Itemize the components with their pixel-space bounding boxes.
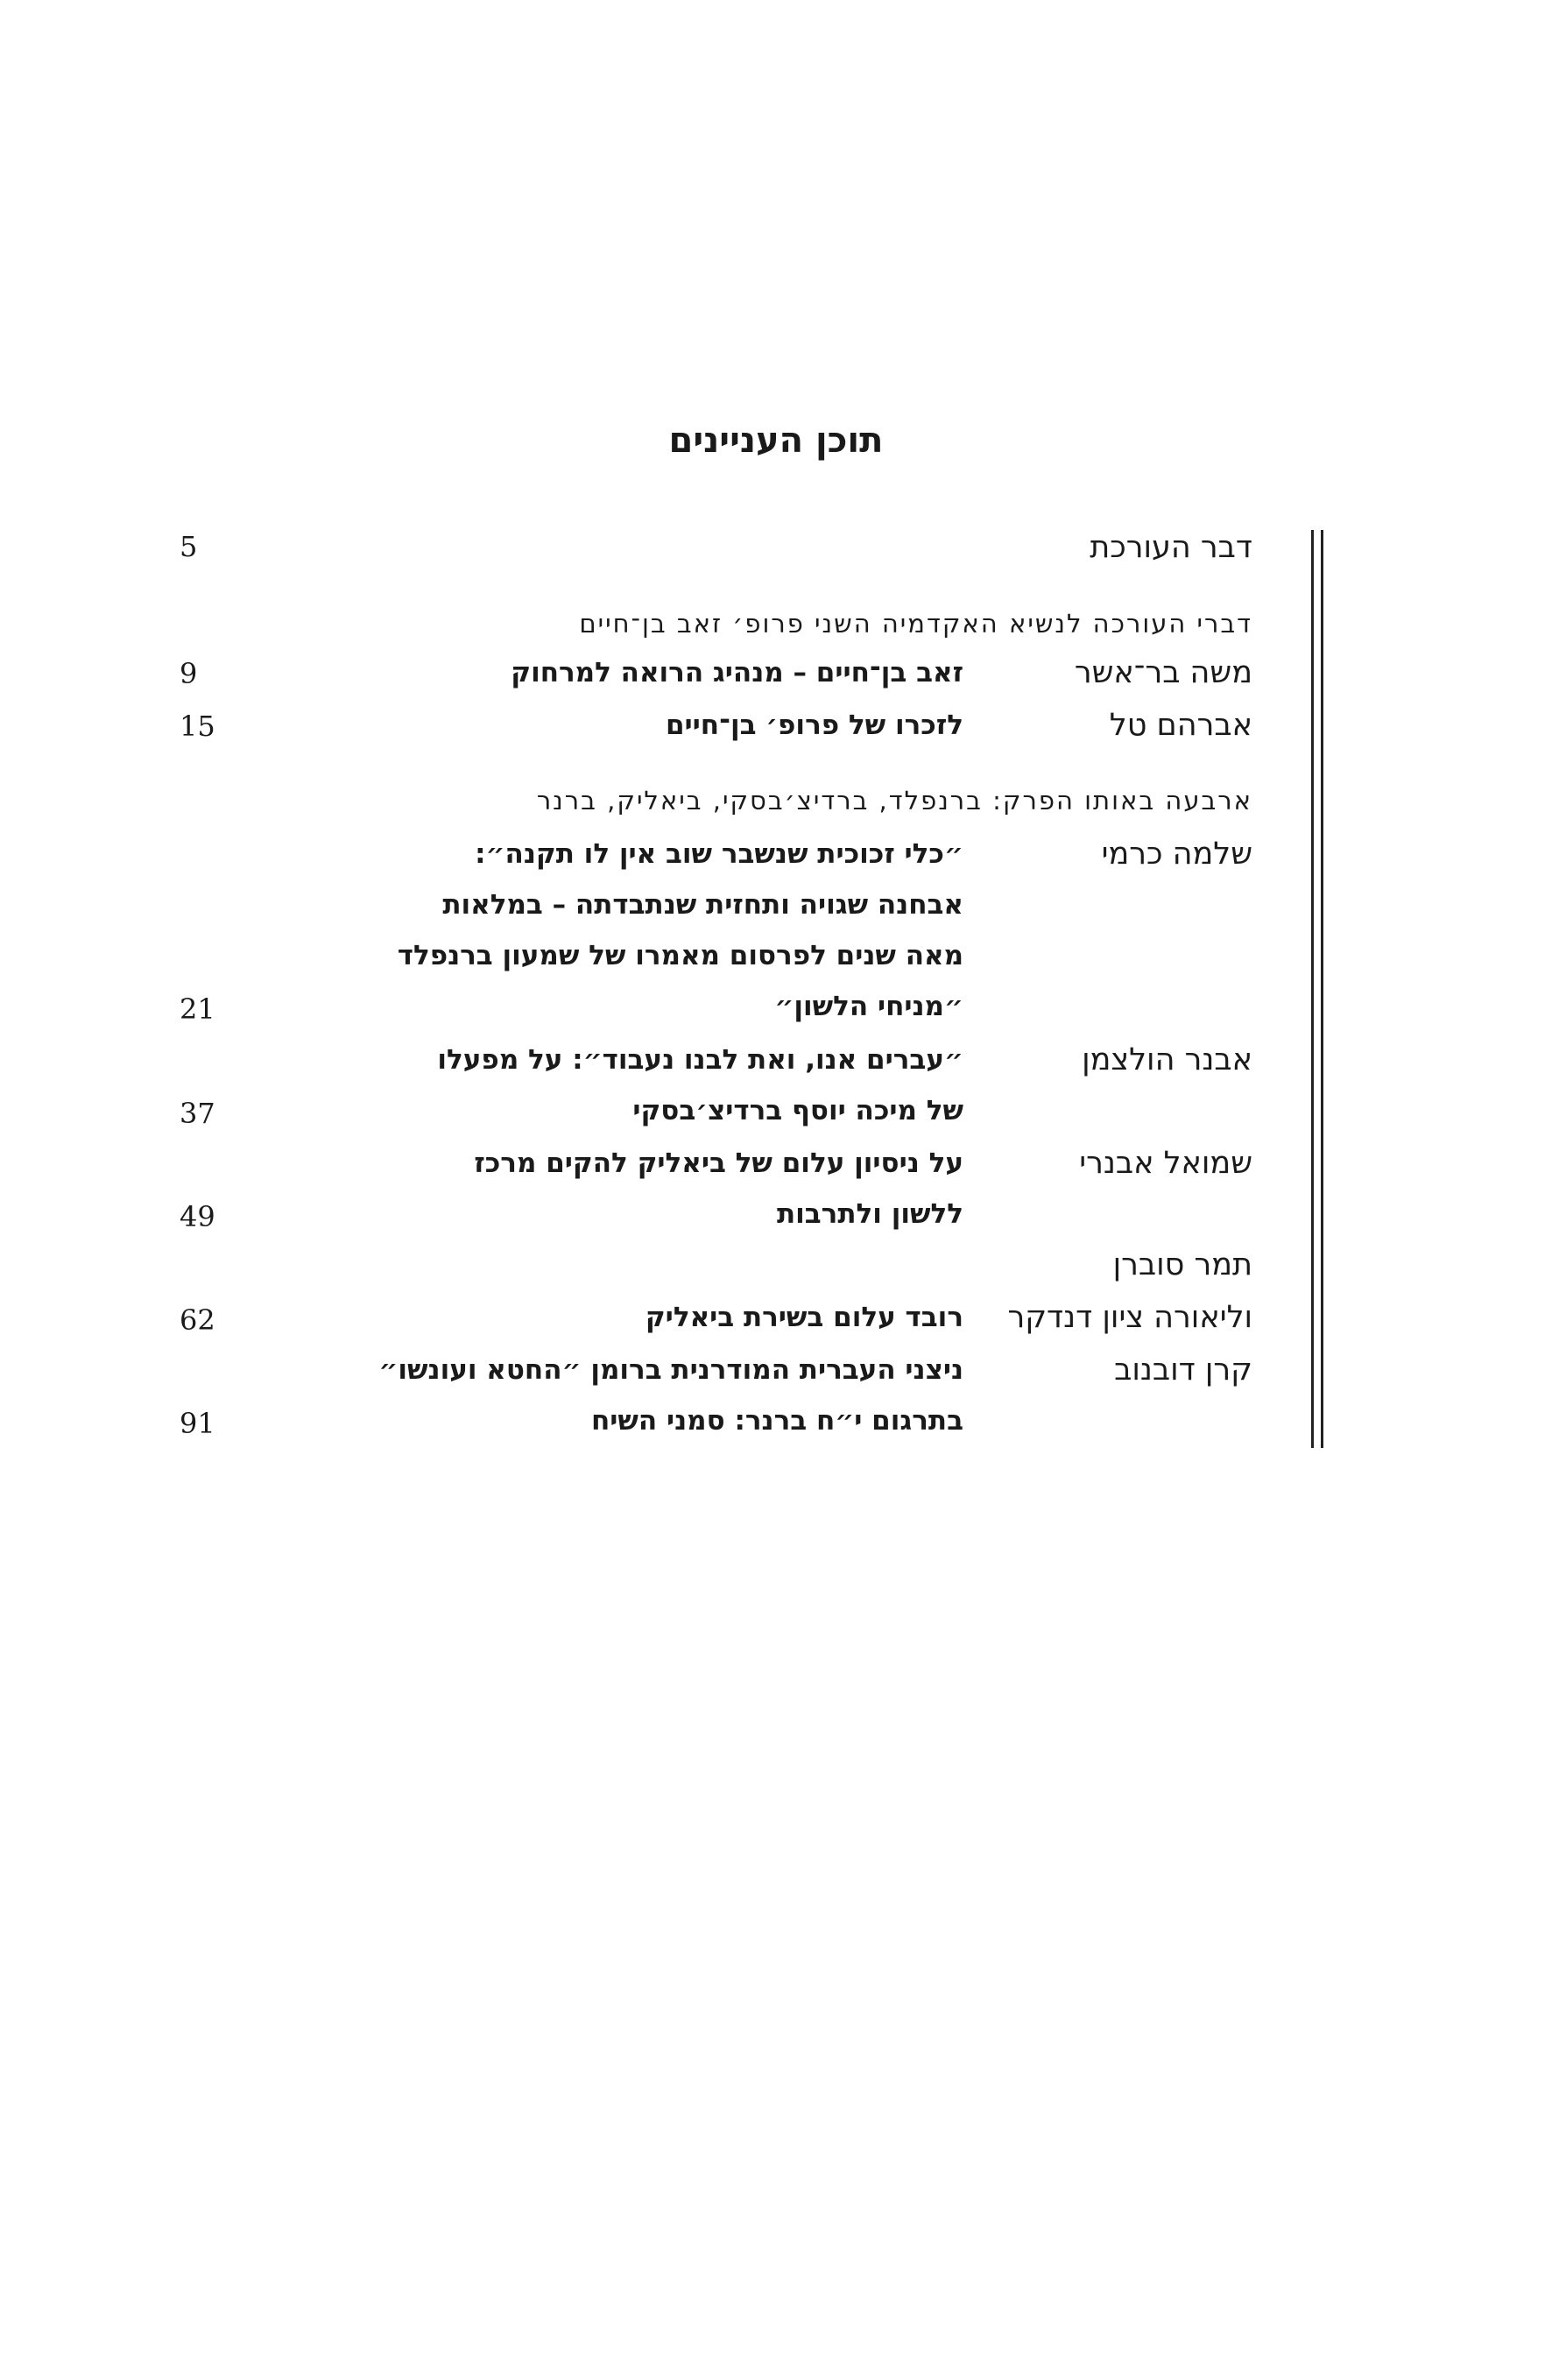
- toc-entry-title-line: בתרגום י״ח ברנר: סמני השיח: [590, 1405, 963, 1437]
- toc-page-number: 49: [180, 1200, 215, 1233]
- toc-entry-title-line: ״מניחי הלשון״: [774, 991, 963, 1022]
- page-title: תוכן העניינים: [668, 420, 884, 461]
- toc-entry-title-line: ניצני העברית המודרנית ברומן ״החטא ועונשו״: [378, 1354, 963, 1386]
- toc-author-line: וליאורה ציון דנדקר: [1007, 1300, 1252, 1335]
- toc-page-number: 9: [180, 657, 198, 690]
- toc-entry-title-line: ללשון ולתרבות: [776, 1198, 963, 1230]
- toc-entry-title-line: ״עברים אנו, ואת לבנו נעבוד״: על מפעלו: [437, 1044, 963, 1076]
- toc-entry-title-line: אבחנה שגויה ותחזית שנתבדתה – במלאות: [442, 889, 963, 921]
- toc-entry-title-line: של מיכה יוסף ברדיצ׳בסקי: [632, 1095, 963, 1126]
- toc-section-heading: דברי העורכה לנשיא האקדמיה השני פרופ׳ זאב בן־חיים: [579, 609, 1252, 639]
- toc-page-number: 62: [180, 1303, 215, 1337]
- toc-page-number: 91: [180, 1407, 215, 1440]
- toc-author: משה בר־אשר: [1074, 655, 1252, 690]
- toc-author: קרן דובנוב: [1114, 1352, 1252, 1388]
- toc-author: שמואל אבנרי: [1079, 1146, 1252, 1181]
- toc-entry-title-line: ״כלי זכוכית שנשבר שוב אין לו תקנה״:: [475, 838, 963, 870]
- toc-author: אברהם טל: [1109, 708, 1252, 743]
- toc-entry-title-line: על ניסיון עלום של ביאליק להקים מרכז: [474, 1148, 963, 1179]
- toc-page-number: 21: [180, 992, 215, 1026]
- toc-page-number: 37: [180, 1097, 215, 1130]
- toc-author: שלמה כרמי: [1101, 837, 1252, 872]
- toc-section-heading: ארבעה באותו הפרק: ברנפלד, ברדיצ׳בסקי, ביאליק, ברנר: [536, 786, 1252, 816]
- toc-entry-title: רובד עלום בשירת ביאליק: [645, 1302, 963, 1333]
- toc-author: אבנר הולצמן: [1082, 1042, 1252, 1077]
- toc-page-number: 15: [180, 710, 215, 743]
- toc-author-line: תמר סוברן: [1112, 1247, 1252, 1282]
- vertical-rule-left: [1311, 530, 1314, 1448]
- toc-entry-title-line: מאה שנים לפרסום מאמרו של שמעון ברנפלד: [397, 940, 963, 971]
- toc-entry-title: זאב בן־חיים – מנהיג הרואה למרחוק: [511, 657, 963, 689]
- vertical-rule-right: [1321, 530, 1323, 1448]
- toc-page-number: 5: [180, 530, 198, 563]
- toc-author-editor: דבר העורכת: [1090, 530, 1252, 565]
- toc-entry-title: לזכרו של פרופ׳ בן־חיים: [665, 710, 963, 741]
